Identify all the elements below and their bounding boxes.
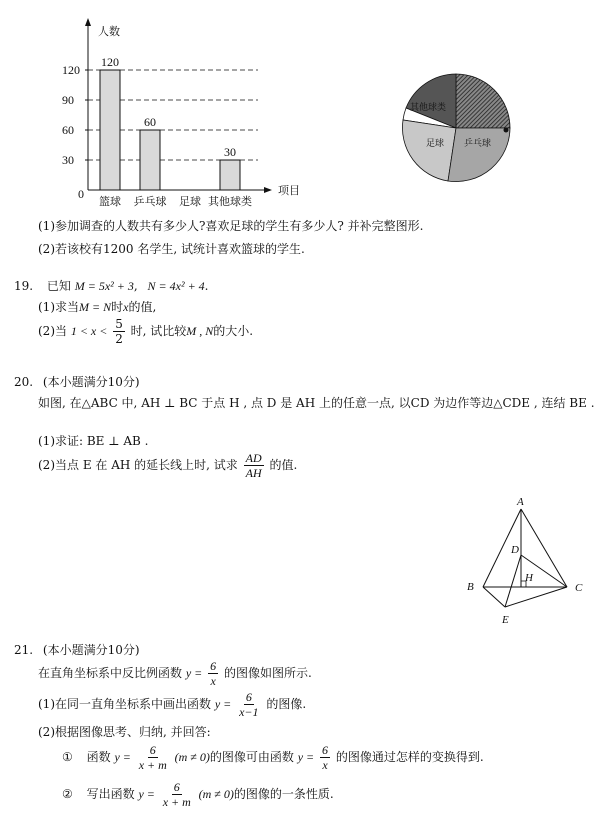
origin-label: 0 (78, 187, 84, 201)
pie-chart (398, 68, 518, 188)
q20-part1: (1)求证: BE ⊥ AB . (38, 434, 149, 448)
q19-p1-text-a: (1)求当 (38, 300, 79, 314)
q20-p2-text-a: (2)当点 E 在 AH 的延长线上时, 试求 (38, 458, 238, 472)
q21-c2-text-b: 的图像的一条性质. (233, 787, 334, 801)
q19-p1-var: x (123, 300, 129, 314)
q21-c1-fraction2: $\frac{6}{x}$ (321, 743, 328, 772)
q19-N-equation: N = 4x² + 4 (147, 279, 205, 293)
pie-slice-basketball (456, 74, 510, 128)
q21-sub2 (62, 781, 334, 808)
q18-part1: (1)参加调查的人数共有多少人?喜欢足球的学生有多少人? 并补完整图形. (38, 219, 424, 233)
q20-score: (本小题满分10分) (42, 375, 140, 389)
q21-c1-text-b: 的图像可由函数 (209, 750, 294, 764)
pie-marker (504, 128, 509, 133)
q21-p1-text-a: (1)在同一直角坐标系中画出函数 (38, 697, 211, 711)
q21-c1-cond: (m ≠ 0) (174, 750, 210, 764)
q21-stem-text-a: 在直角坐标系中反比例函数 (38, 666, 183, 680)
pie-label-pingpong: 乒乓球 (464, 139, 492, 149)
q21-number: 21. (14, 643, 34, 657)
q21-c1-text-a: 函数 (86, 750, 111, 764)
x-tick-label: 足球 (179, 195, 201, 208)
q21-p1-y: y = (214, 697, 232, 711)
y-tick-label: 60 (62, 123, 74, 137)
q18-part2: (2)若该校有1200 名学生, 试统计喜欢篮球的学生. (38, 242, 305, 256)
q20-number: 20. (14, 375, 34, 389)
q21-c2-fraction: $\frac{6}{x + m}$ (162, 780, 191, 809)
q19-intro: 已知 (46, 279, 71, 293)
q21-c2-y: y = (138, 787, 155, 801)
bar (140, 130, 160, 190)
q21-c1-y2: y = (297, 750, 315, 764)
q19-number: 19. (14, 279, 34, 293)
q21-stem-y: y = (185, 666, 203, 680)
q21-c1-y: y = (114, 750, 131, 764)
q19-stem (14, 277, 209, 294)
q19-p2-ineq: 1 < x < (70, 324, 108, 338)
pie-slice-football (402, 120, 456, 181)
pie-slice-pingpong (448, 128, 510, 182)
q21-c2-text-a: 写出函数 (86, 787, 135, 801)
y-axis-label: 人数 (98, 25, 120, 38)
x-tick-label: 篮球 (99, 195, 121, 208)
q20-stem: 如图, 在△ABC 中, AH ⊥ BC 于点 H , 点 D 是 AH 上的任意一点, 以CD 为边作等边△CDE , 连结 BE . (38, 396, 595, 410)
q19-p2-text-e: 的大小. (213, 324, 254, 338)
label-D: D (511, 544, 519, 556)
q19-p2-vars: M , N (186, 324, 214, 338)
q21-stem-fraction: $\frac{6}{x}$ (210, 659, 217, 688)
q21-p1-text-b: 的图像. (266, 697, 307, 711)
q21-c1-mark: ① (62, 750, 73, 764)
q21-c1-text-c: 的图像通过怎样的变换得到. (335, 750, 484, 764)
q19-p2-text-a: (2)当 (38, 324, 67, 338)
bar (220, 160, 240, 190)
q21-header (14, 641, 140, 658)
q19-p1-text-c: 时 (111, 300, 124, 314)
label-B: B (467, 581, 474, 593)
label-A: A (517, 496, 524, 508)
label-H: H (525, 572, 533, 584)
q21-part2: (2)根据图像思考、归纳, 并回答: (38, 725, 211, 739)
y-tick-label: 120 (62, 63, 80, 77)
x-axis-label: 项目 (278, 184, 300, 197)
x-tick-label: 其他球类 (208, 195, 252, 208)
y-axis-arrow (85, 18, 91, 26)
q20-part2 (38, 452, 297, 479)
y-tick-label: 30 (62, 153, 74, 167)
y-tick-label: 90 (62, 93, 74, 107)
bar-data-label: 30 (224, 145, 236, 159)
q19-sep: , (133, 279, 138, 293)
q21-stem (38, 660, 312, 687)
q19-p2-fraction: $\frac{5}{2}$ (115, 317, 123, 346)
q19-p1-eq: M = N (79, 300, 112, 314)
q20-p2-text-b: 的值. (269, 458, 298, 472)
q19-part2 (38, 318, 253, 345)
x-tick-label: 乒乓球 (133, 195, 167, 208)
q21-c2-cond: (m ≠ 0) (198, 787, 234, 801)
q19-p2-text-c: 时, 试比较 (130, 324, 187, 338)
q21-part1 (38, 691, 306, 718)
bar-data-label: 60 (144, 115, 156, 129)
bar-data-label: 120 (101, 55, 119, 69)
q20-header (14, 373, 140, 390)
pie-label-football: 足球 (426, 139, 445, 149)
q19-p1-text-e: 的值, (128, 300, 157, 314)
q20-p2-fraction: $\frac{AD}{AH}$ (245, 451, 262, 480)
q21-score: (本小题满分10分) (42, 643, 140, 657)
triangle-figure (455, 495, 595, 630)
x-axis-arrow (264, 187, 272, 193)
pie-label-other: 其他球类 (410, 103, 447, 113)
label-C: C (575, 582, 583, 594)
label-E: E (502, 614, 509, 626)
q21-c1-fraction: $\frac{6}{x + m}$ (138, 743, 167, 772)
q21-c2-mark: ② (62, 787, 73, 801)
bar-chart (60, 10, 310, 210)
bar (100, 70, 120, 190)
q21-stem-text-b: 的图像如图所示. (223, 666, 312, 680)
q19-part1 (38, 298, 156, 315)
q21-p1-fraction: $\frac{6}{x-1}$ (239, 690, 259, 719)
q19-end: . (204, 279, 209, 293)
q19-M-equation: M = 5x² + 3 (74, 279, 134, 293)
q21-sub1 (62, 744, 484, 771)
